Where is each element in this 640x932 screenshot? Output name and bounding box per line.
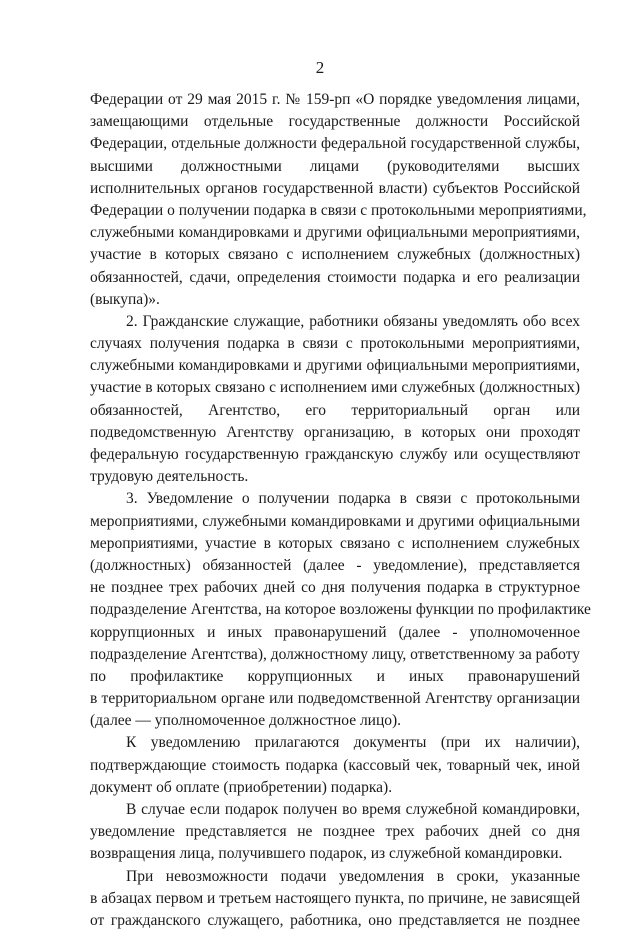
page-number: 2 bbox=[315, 58, 325, 77]
text-line: При невозможности подачи уведомления в сроки, указанные bbox=[126, 867, 580, 885]
text-line: в территориальном органе или подведомственной Агентству организации bbox=[90, 690, 580, 708]
text-line: подтверждающие стоимость подарка (кассовый чек, товарный чек, иной bbox=[90, 756, 580, 774]
text-line: уведомление представляется не позднее трех рабочих дней со дня bbox=[90, 823, 580, 841]
text-line: Федерации, отдельные должности федеральной государственной службы, bbox=[90, 135, 580, 153]
text-line: В случае если подарок получен во время служебной командировки, bbox=[126, 801, 580, 818]
text-line: обязанностей, сдачи, определения стоимости подарка и его реализации bbox=[90, 268, 580, 286]
text-line: федеральную государственную гражданскую службу или осуществляют bbox=[90, 446, 580, 463]
text-line: участие в которых связано с исполнением служебных (должностных) bbox=[90, 246, 580, 264]
text-line: (выкупа)». bbox=[90, 290, 160, 308]
text-line: Федерации о получении подарка в связи с протокольными мероприятиями, bbox=[90, 201, 587, 219]
text-line: коррупционных и иных правонарушений (далее - уполномоченное bbox=[90, 623, 580, 641]
text-line: Федерации от 29 мая 2015 г. № 159-рп «О порядке уведомления лицами, bbox=[90, 91, 580, 108]
text-line: (далее — уполномоченное должностное лицо). bbox=[90, 712, 402, 730]
paragraph-3 bbox=[90, 488, 591, 732]
text-line: трудовую деятельность. bbox=[90, 468, 249, 486]
text-line: мероприятиями, служебными командировками и другими официальными bbox=[90, 512, 580, 530]
text-line: не позднее трех рабочих дней со дня получения подарка в структурное bbox=[90, 579, 580, 597]
text-line: служебными командировками и другими официальными мероприятиями, bbox=[90, 224, 580, 242]
document-body bbox=[90, 89, 591, 932]
text-line: мероприятиями, участие в которых связано с исполнением служебных bbox=[90, 534, 580, 552]
text-line: замещающими отдельные государственные должности Российской bbox=[90, 113, 580, 131]
text-line: документ об оплате (приобретении) подарка). bbox=[90, 778, 393, 796]
paragraph-impossible bbox=[90, 866, 580, 932]
text-line: участие в которых связано с исполнением ими служебных (должностных) bbox=[90, 379, 580, 397]
text-line: от гражданского служащего, работника, оно представляется не позднее bbox=[90, 911, 580, 929]
paragraph-2 bbox=[90, 311, 580, 489]
text-line: подразделение Агентства), должностному лицу, ответственному за работу bbox=[90, 645, 581, 663]
text-line: высшими должностными лицами (руководителями высших bbox=[90, 157, 580, 175]
text-line: исполнительных органов государственной власти) субъектов Российской bbox=[90, 179, 580, 197]
text-line: подведомственную Агентству организацию, в которых они проходят bbox=[90, 423, 580, 441]
text-line: К уведомлению прилагаются документы (при их наличии), bbox=[126, 734, 580, 752]
text-line: обязанностей, Агентство, его территориальный орган или bbox=[90, 401, 580, 419]
paragraph-continuation bbox=[90, 89, 587, 311]
paragraph-trip bbox=[90, 799, 580, 866]
text-line: в абзацах первом и третьем настоящего пункта, по причине, не зависящей bbox=[90, 889, 581, 907]
text-line: 3. Уведомление о получении подарка в связи с протокольными bbox=[126, 490, 580, 508]
text-line: по профилактике коррупционных и иных правонарушений bbox=[90, 667, 580, 685]
text-line: служебными командировками и другими официальными мероприятиями, bbox=[90, 357, 580, 375]
paragraph-attach bbox=[90, 732, 580, 799]
text-line: 2. Гражданские служащие, работники обязаны уведомлять обо всех bbox=[126, 312, 580, 330]
text-line: случаях получения подарка в связи с протокольными мероприятиями, bbox=[90, 335, 580, 353]
text-line: подразделение Агентства, на которое возложены функции по профилактике bbox=[90, 601, 591, 619]
text-line: возвращения лица, получившего подарок, из служебной командировки. bbox=[90, 845, 563, 863]
text-line: (должностных) обязанностей (далее - уведомление), представляется bbox=[90, 556, 580, 574]
